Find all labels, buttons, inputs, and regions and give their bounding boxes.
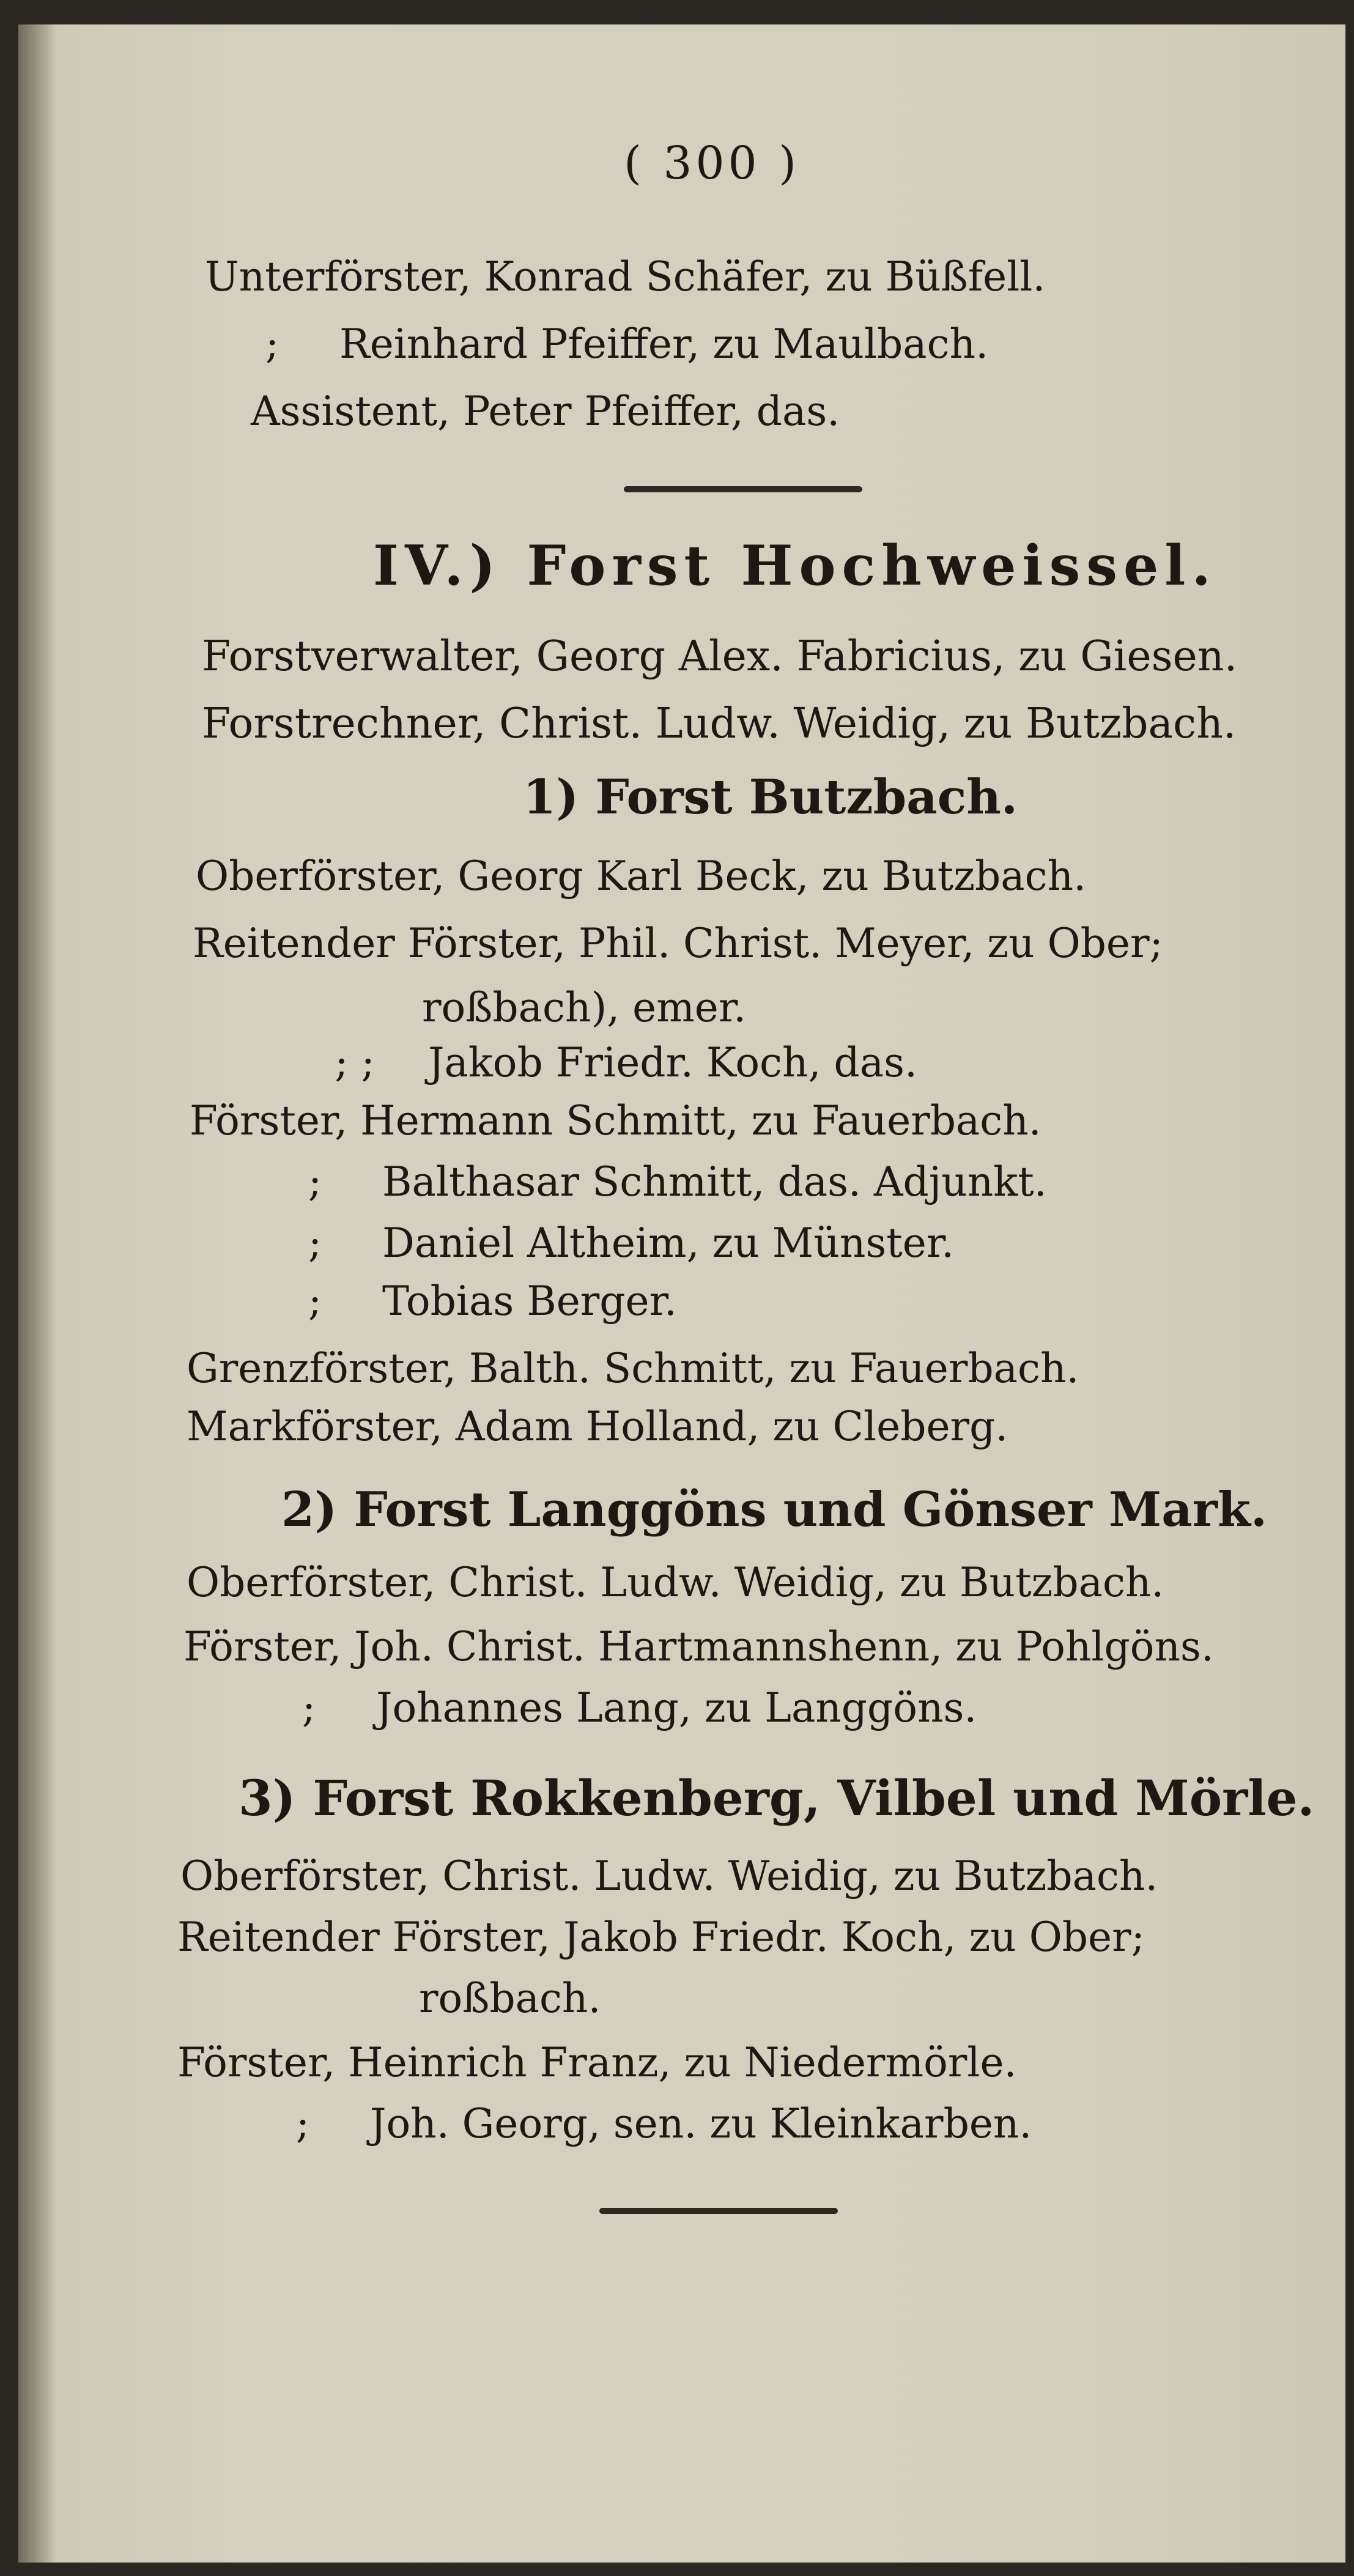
ditto-mark: ;: [308, 1158, 322, 1205]
text-line: Reitender Förster, Phil. Christ. Meyer, zu Ober;: [193, 920, 1163, 967]
section-divider: [624, 486, 862, 492]
text-line-content: Balthasar Schmitt, das. Adjunkt.: [382, 1158, 1047, 1205]
text-line: [248, 1220, 955, 1267]
text-line: roßbach), emer.: [422, 984, 747, 1031]
ditto-mark: ;: [265, 320, 279, 368]
text-line: Oberförster, Christ. Ludw. Weidig, zu Butzbach.: [187, 1559, 1164, 1606]
text-line: Forstverwalter, Georg Alex. Fabricius, zu Giesen.: [202, 632, 1238, 681]
text-line-content: Joh. Georg, sen. zu Kleinkarben.: [370, 2100, 1032, 2147]
text-line-content: Daniel Altheim, zu Münster.: [382, 1220, 955, 1267]
ditto-mark: ;: [295, 2100, 310, 2147]
text-line: Reitender Förster, Jakob Friedr. Koch, zu Ober;: [177, 1914, 1145, 1961]
ditto-mark: ;: [302, 1684, 316, 1731]
text-line: Förster, Heinrich Franz, zu Niedermörle.: [177, 2039, 1017, 2086]
subsection-heading: 2) Forst Langgöns und Gönser Mark.: [281, 1482, 1268, 1538]
text-line: roßbach.: [419, 1975, 601, 2022]
book-page: [18, 24, 1345, 2563]
text-line: [205, 320, 989, 368]
text-line: Förster, Joh. Christ. Hartmannshenn, zu Pohlgöns.: [183, 1623, 1214, 1670]
text-line-content: Johannes Lang, zu Langgöns.: [376, 1684, 977, 1731]
subsection-heading: 1) Forst Butzbach.: [523, 769, 1018, 825]
text-line: Förster, Hermann Schmitt, zu Fauerbach.: [190, 1097, 1041, 1144]
text-line: Oberförster, Christ. Ludw. Weidig, zu Butzbach.: [180, 1852, 1158, 1900]
ditto-mark: ; ;: [335, 1039, 375, 1086]
text-line: Grenzförster, Balth. Schmitt, zu Fauerbach.: [187, 1345, 1079, 1392]
text-line-content: Jakob Friedr. Koch, das.: [428, 1039, 917, 1086]
text-line: [248, 1158, 1047, 1205]
ditto-mark: ;: [308, 1220, 322, 1267]
text-line: Assistent, Peter Pfeiffer, das.: [251, 388, 840, 435]
page-number: ( 300 ): [624, 137, 801, 190]
text-line: [242, 1684, 977, 1731]
subsection-heading: 3) Forst Rokkenberg, Vilbel und Mörle.: [239, 1769, 1315, 1827]
text-line: Markförster, Adam Holland, zu Cleberg.: [187, 1403, 1008, 1450]
text-line: Oberförster, Georg Karl Beck, zu Butzbach.: [196, 853, 1087, 900]
section-heading: IV.) Forst Hochweissel.: [373, 533, 1217, 598]
text-line: [281, 1039, 917, 1086]
text-line-content: Tobias Berger.: [382, 1278, 677, 1325]
page-gutter: [18, 24, 55, 2563]
section-divider: [599, 2208, 838, 2214]
text-line-content: Reinhard Pfeiffer, zu Maulbach.: [339, 320, 989, 368]
text-line: [248, 1278, 677, 1325]
text-line: [235, 2100, 1032, 2147]
text-line: Forstrechner, Christ. Ludw. Weidig, zu Butzbach.: [202, 700, 1237, 748]
text-line: Unterförster, Konrad Schäfer, zu Büßfell.: [205, 253, 1046, 300]
ditto-mark: ;: [308, 1278, 322, 1325]
